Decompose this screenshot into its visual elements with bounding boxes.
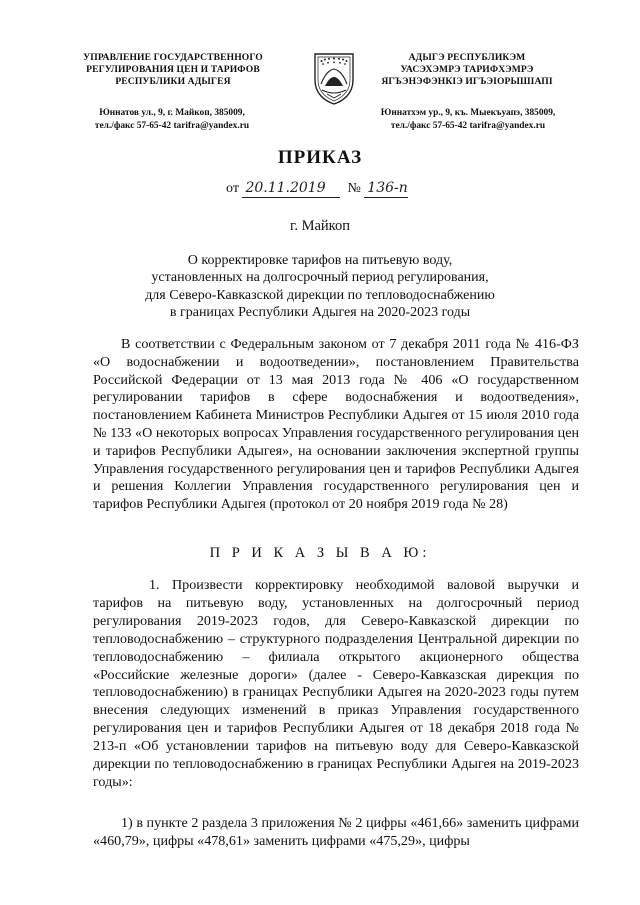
- adygea-coat-of-arms-icon: [311, 50, 357, 106]
- document-title: ПРИКАЗ: [277, 147, 363, 168]
- right-org-line: ЯГЪЭНЭФЭНКIЭ ИГЪЭIОРЫШIАПI: [381, 76, 553, 87]
- order-subitem-1: 1) в пункте 2 раздела 3 приложения № 2 цифры «461,66» заменить цифрами «460,79», цифры «478,61» заменить цифрами «475,29», цифры: [93, 815, 579, 849]
- subject-line: О корректировке тарифов на питьевую воду,: [187, 253, 453, 268]
- left-org-line: РЕСПУБЛИКИ АДЫГЕЯ: [115, 76, 231, 87]
- subject-line: для Северо-Кавказской дирекции по тепловодоснабжению: [145, 287, 495, 303]
- left-org-address: [52, 107, 292, 132]
- subject-line: в границах Республики Адыгея на 2020-2023 годы: [169, 304, 471, 320]
- date-field: [242, 180, 340, 198]
- number-field: [364, 180, 408, 198]
- city: г. Майкоп: [290, 218, 350, 234]
- right-address-line: тел./факс 57-65-42 tarifra@yandex.ru: [390, 120, 546, 131]
- right-address-line: Юннатхэм ур., 9, къ. Мыекъуапэ, 385009,: [380, 108, 556, 118]
- right-org-line: АДЫГЭ РЕСПУБЛИКЭМ: [408, 52, 526, 63]
- number-value: 136-п: [367, 180, 408, 196]
- order-heading: П Р И К А З Ы В А Ю:: [209, 545, 431, 561]
- left-org-line: УПРАВЛЕНИЕ ГОСУДАРСТВЕННОГО: [83, 52, 263, 63]
- right-org-name: [352, 52, 582, 88]
- left-org-name: [58, 52, 288, 88]
- left-address-line: тел./факс 57-65-42 tarifra@yandex.ru: [94, 120, 250, 131]
- document-subject: [90, 252, 550, 321]
- order-item-1: 1. Произвести корректировку необходимой валовой выручки и тарифов на питьевую воду, установленных на долгосрочный период регулирования 2019-2023 годов, для Северо-Кавказской дирекции по тепловодоснабжению – структурного подразделения Центральной дирекции по тепловодоснабжению – филиала открытого акционерного общества «Российские железные дороги» (далее - Северо-Кавказская дирекция по тепловодоснабжению) в границах Республики Адыгея на 2020-2023 годы путем внесения следующих изменений в приказ Управления государственного регулирования цен и тарифов Республики Адыгея от 18 декабря 2018 года № 213-п «Об установлении тарифов на питьевую воду для Северо-Кавказской дирекции по тепловодоснабжению в границах Республики Адыгея на 2019-2023 годы»:: [93, 577, 579, 790]
- preamble-paragraph: В соответствии с Федеральным законом от 7 декабря 2011 года № 416-ФЗ «О водоснабжении и водоотведении», постановлением Правительства Российской Федерации от 13 мая 2013 года № 406 «О государственном регулировании тарифов в сфере водоснабжения и водоотведения», постановлением Кабинета Министров Республики Адыгея от 15 июля 2010 года № 133 «О некоторых вопросах Управления государственного регулирования цен и тарифов Республики Адыгея», на основании заключения экспертной группы Управления государственного регулирования цен и тарифов Республики Адыгея и решения Коллегии Управления государственного регулирования цен и тарифов Республики Адыгея (протокол от 20 ноября 2019 года № 28): [93, 336, 579, 513]
- subject-line: установленных на долгосрочный период регулирования,: [151, 270, 489, 286]
- left-address-line: Юннатов ул., 9, г. Майкоп, 385009,: [99, 108, 245, 118]
- date-number-row: [226, 180, 408, 198]
- date-prefix: от: [226, 181, 239, 196]
- date-value: 20.11.2019: [245, 180, 326, 196]
- number-prefix: №: [347, 181, 361, 196]
- right-org-line: УАСЭХЭМРЭ ТАРИФХЭМРЭ: [400, 64, 534, 75]
- left-org-line: РЕГУЛИРОВАНИЯ ЦЕН И ТАРИФОВ: [86, 64, 260, 75]
- right-org-address: [348, 107, 588, 132]
